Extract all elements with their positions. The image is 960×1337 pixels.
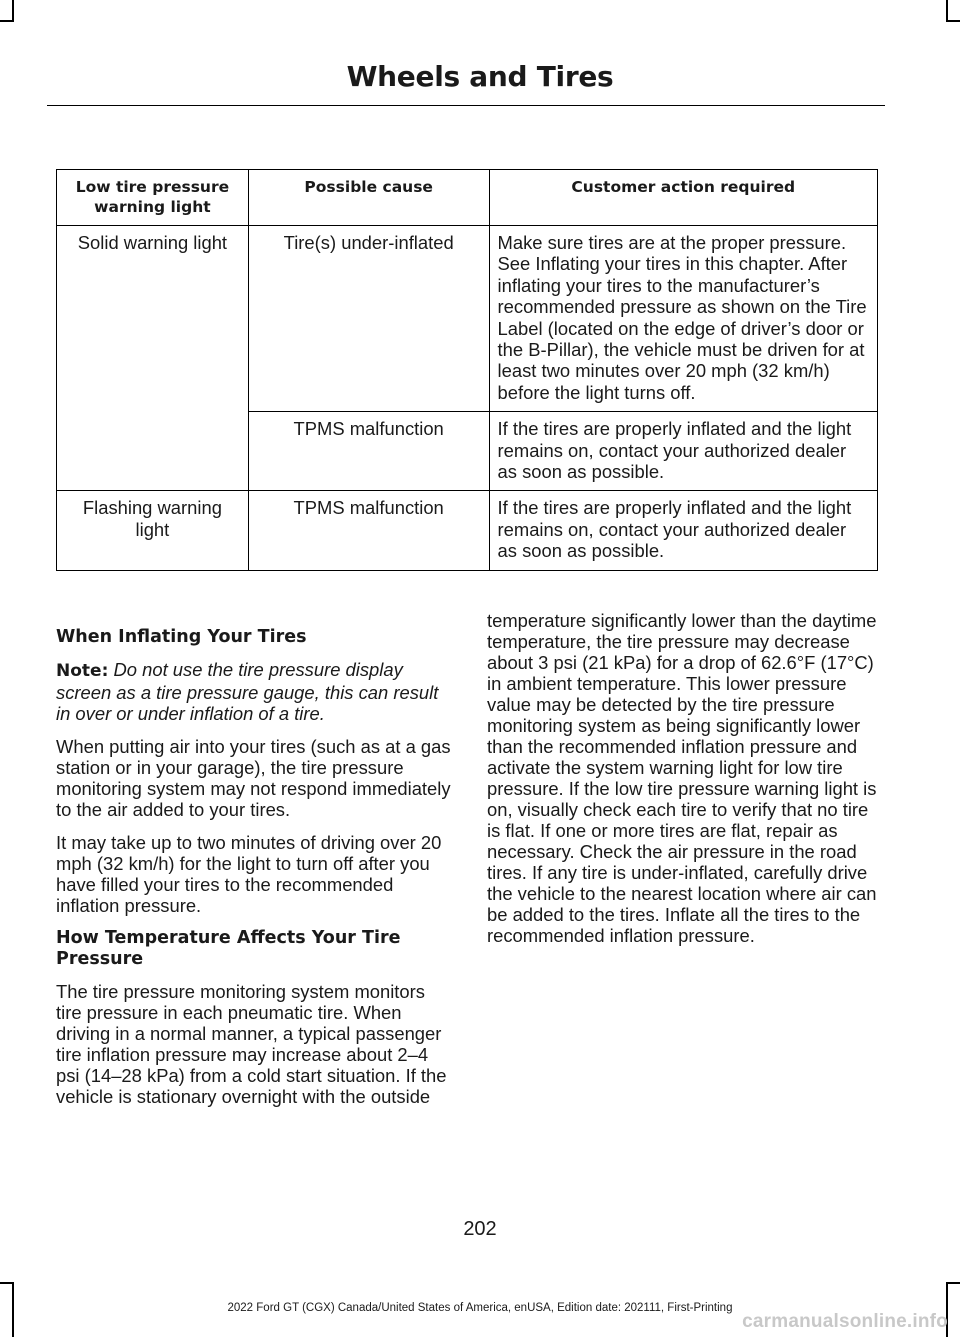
- column-header-light: Low tire pressure warning light: [57, 170, 249, 226]
- body-paragraph: The tire pressure monitoring system monitors tire pressure in each pneumatic tire. When driving in a normal manner, a typical passenger tire inflation pressure may increase about 2–4 psi (14–28 kPa) from a cold start situation. If the vehicle is stationary overnight with the outside: [56, 981, 447, 1107]
- column-header-action: Customer action required: [489, 170, 877, 226]
- right-column: [487, 610, 883, 958]
- warning-light-cell: Solid warning light: [57, 226, 249, 491]
- action-cell: If the tires are properly inflated and the light remains on, contact your authorized dealer as soon as possible.: [489, 491, 877, 570]
- action-cell: If the tires are properly inflated and the light remains on, contact your authorized dealer as soon as possible.: [489, 412, 877, 491]
- note-label: Note:: [56, 661, 109, 681]
- section-heading: When Inflating Your Tires: [56, 627, 307, 647]
- body-paragraph: It may take up to two minutes of driving over 20 mph (32 km/h) for the light to turn off after you have filled your tires to the recommended inflation pressure.: [56, 832, 442, 916]
- table-row: [57, 491, 878, 570]
- watermark: carmanualsonline.info: [742, 1311, 948, 1332]
- table-row: [57, 226, 878, 412]
- left-column: [56, 627, 452, 1119]
- page-title: Wheels and Tires: [346, 60, 614, 93]
- crop-mark: [0, 20, 14, 22]
- page-number: 202: [463, 1218, 497, 1240]
- crop-mark: [946, 1282, 960, 1284]
- warning-light-cell: Flashing warning light: [57, 491, 249, 570]
- crop-mark: [946, 20, 960, 22]
- title-divider: [47, 105, 885, 106]
- body-paragraph: When putting air into your tires (such as at a gas station or in your garage), the tire pressure monitoring system may not respond immediately to the air added to your tires.: [56, 736, 451, 820]
- edition-footer: 2022 Ford GT (CGX) Canada/United States of America, enUSA, Edition date: 202111, First-Printing: [227, 1302, 733, 1314]
- note-paragraph: [56, 659, 452, 724]
- possible-cause-cell: TPMS malfunction: [248, 412, 489, 491]
- table-header-row: [57, 170, 878, 226]
- action-cell: Make sure tires are at the proper pressure. See Inflating your tires in this chapter. After inflating your tires to the manufacturer’s recommended pressure as shown on the Tire Label (located on the edge of driver’s door or the B-Pillar), the vehicle must be driven for at least two minutes over 20 mph (32 km/h) before the light turns off.: [489, 226, 877, 412]
- possible-cause-cell: TPMS malfunction: [248, 491, 489, 570]
- column-header-cause: Possible cause: [248, 170, 489, 226]
- tpms-table: [56, 169, 878, 571]
- section-heading: How Temperature Affects Your Tire Pressure: [56, 928, 401, 969]
- body-paragraph: temperature significantly lower than the daytime temperature, the tire pressure may decrease about 3 psi (21 kPa) for a drop of 62.6°F (17°C) in ambient temperature. This lower pressure value may be detected by the tire pressure monitoring system as being significantly lower than the recommended inflation pressure and activate the system warning light for low tire pressure. If the low tire pressure warning light is on, visually check each tire to verify that no tire is flat. If one or more tires are flat, repair as necessary. Check the air pressure in the road tires. If any tire is under-inflated, carefully drive the vehicle to the nearest location where air can be added to the tires. Inflate all the tires to the recommended inflation pressure.: [487, 610, 877, 946]
- note-text: Do not use the tire pressure display screen as a tire pressure gauge, this can result in over or under inflation of a tire.: [56, 659, 439, 724]
- crop-mark: [12, 0, 14, 22]
- crop-mark: [0, 1282, 14, 1284]
- possible-cause-cell: Tire(s) under-inflated: [248, 226, 489, 412]
- crop-mark: [946, 0, 948, 22]
